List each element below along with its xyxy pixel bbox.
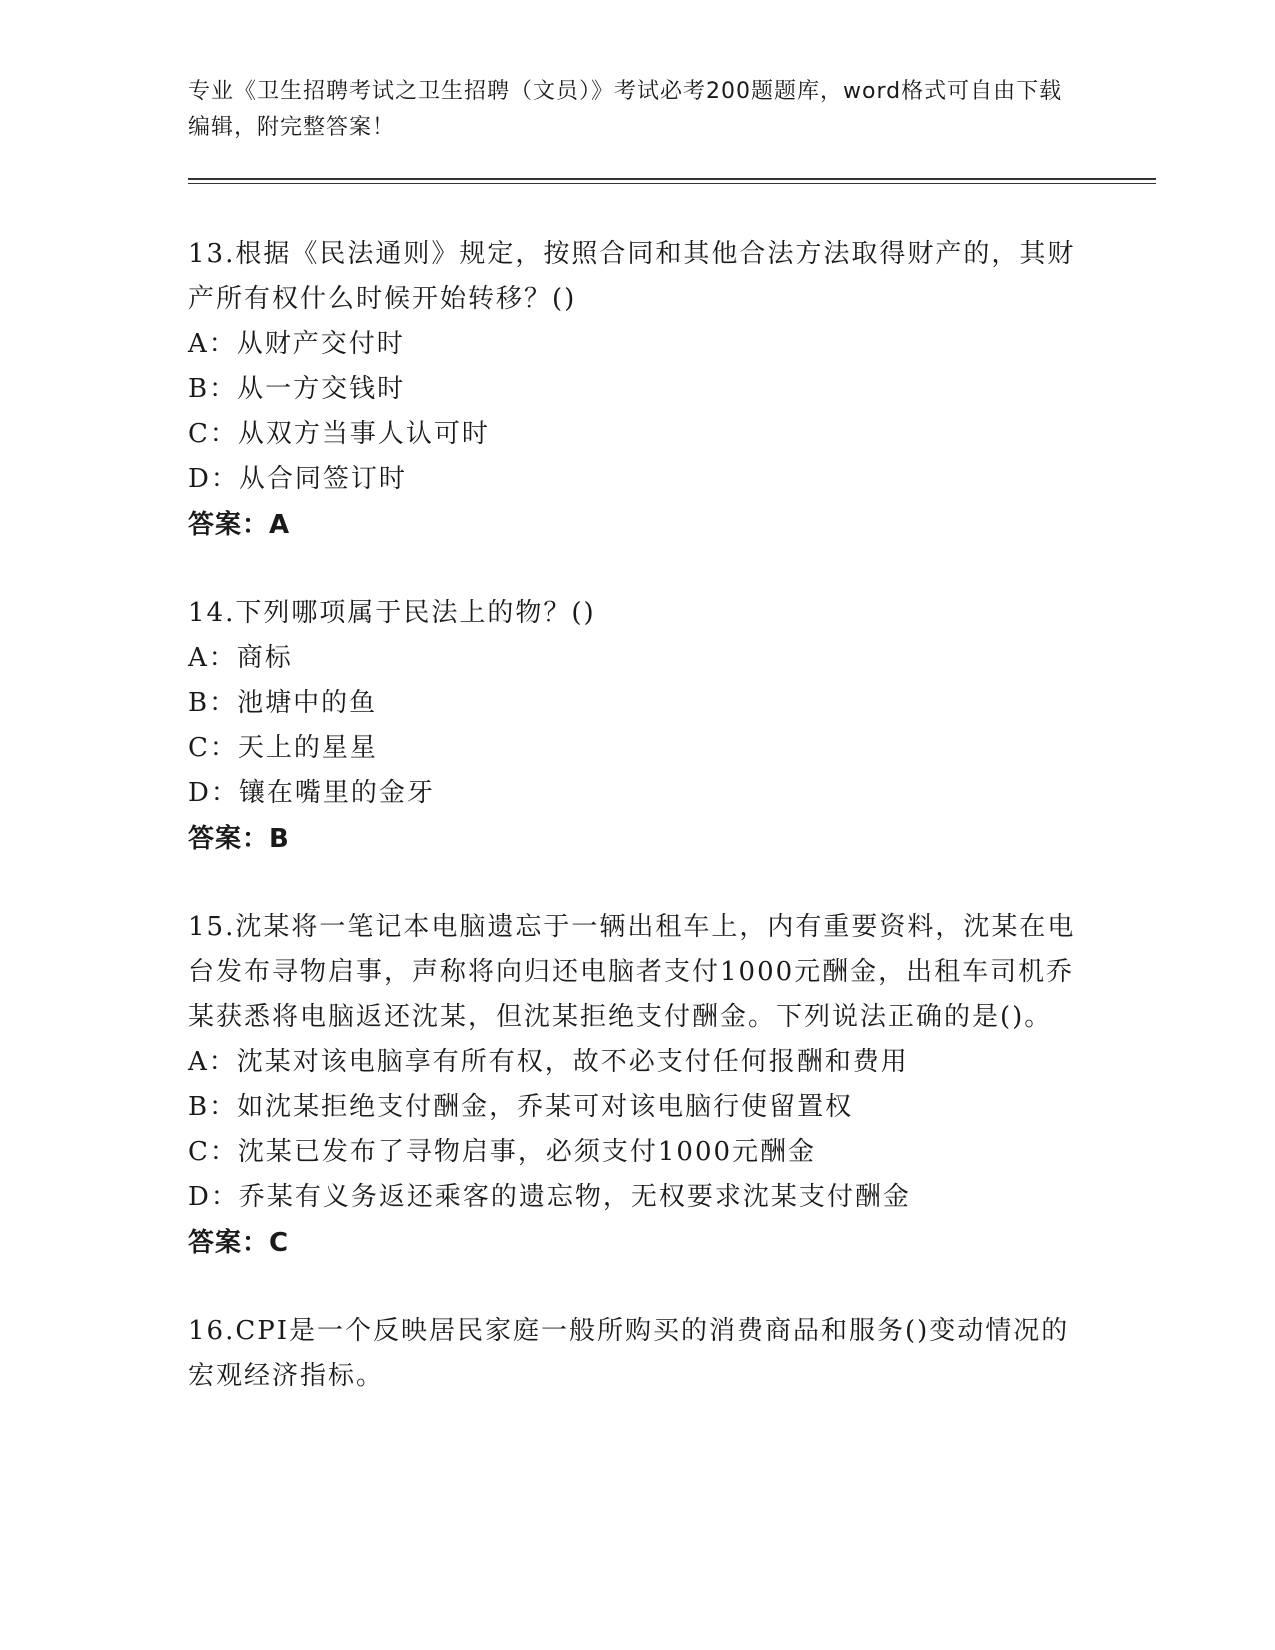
question-13 xyxy=(188,232,1088,548)
option-b: B：如沈某拒绝支付酬金，乔某可对该电脑行使留置权 xyxy=(188,1092,854,1122)
question-stem: 14.下列哪项属于民法上的物？() xyxy=(188,598,596,628)
option-c: C：从双方当事人认可时 xyxy=(188,419,490,449)
option-d: D：镶在嘴里的金牙 xyxy=(188,778,435,808)
option-b: B：池塘中的鱼 xyxy=(188,688,378,718)
answer-label: 答案：B xyxy=(188,824,290,854)
question-stem: 15.沈某将一笔记本电脑遗忘于一辆出租车上，内有重要资料，沈某在电台发布寻物启事，声称将向归还电脑者支付1000元酬金，出租车司机乔某获悉将电脑返还沈某，但沈某拒绝支付酬金。下列说法正确的是()。 xyxy=(188,912,1076,1032)
option-c: C：天上的星星 xyxy=(188,733,378,763)
answer-label: 答案：C xyxy=(188,1228,290,1258)
header-divider-thick xyxy=(188,178,1156,180)
option-c: C：沈某已发布了寻物启事，必须支付1000元酬金 xyxy=(188,1137,817,1167)
option-d: D：乔某有义务返还乘客的遗忘物，无权要求沈某支付酬金 xyxy=(188,1182,911,1212)
option-d: D：从合同签订时 xyxy=(188,464,407,494)
question-16 xyxy=(188,1309,1088,1399)
option-b: B：从一方交钱时 xyxy=(188,374,406,404)
header-divider-thin xyxy=(188,183,1156,184)
question-list xyxy=(188,232,1088,1442)
option-a: A：商标 xyxy=(188,643,293,673)
question-14 xyxy=(188,591,1088,862)
option-a: A：沈某对该电脑享有所有权，故不必支付任何报酬和费用 xyxy=(188,1047,909,1077)
option-a: A：从财产交付时 xyxy=(188,329,405,359)
question-stem: 16.CPI是一个反映居民家庭一般所购买的消费商品和服务()变动情况的宏观经济指标。 xyxy=(188,1316,1070,1391)
question-stem: 13.根据《民法通则》规定，按照合同和其他合法方法取得财产的，其财产所有权什么时候开始转移？() xyxy=(188,239,1076,314)
document-header: 专业《卫生招聘考试之卫生招聘（文员）》考试必考200题题库，word格式可自由下载编辑，附完整答案！ xyxy=(188,79,1063,140)
question-15 xyxy=(188,905,1088,1266)
answer-label: 答案：A xyxy=(188,510,291,540)
